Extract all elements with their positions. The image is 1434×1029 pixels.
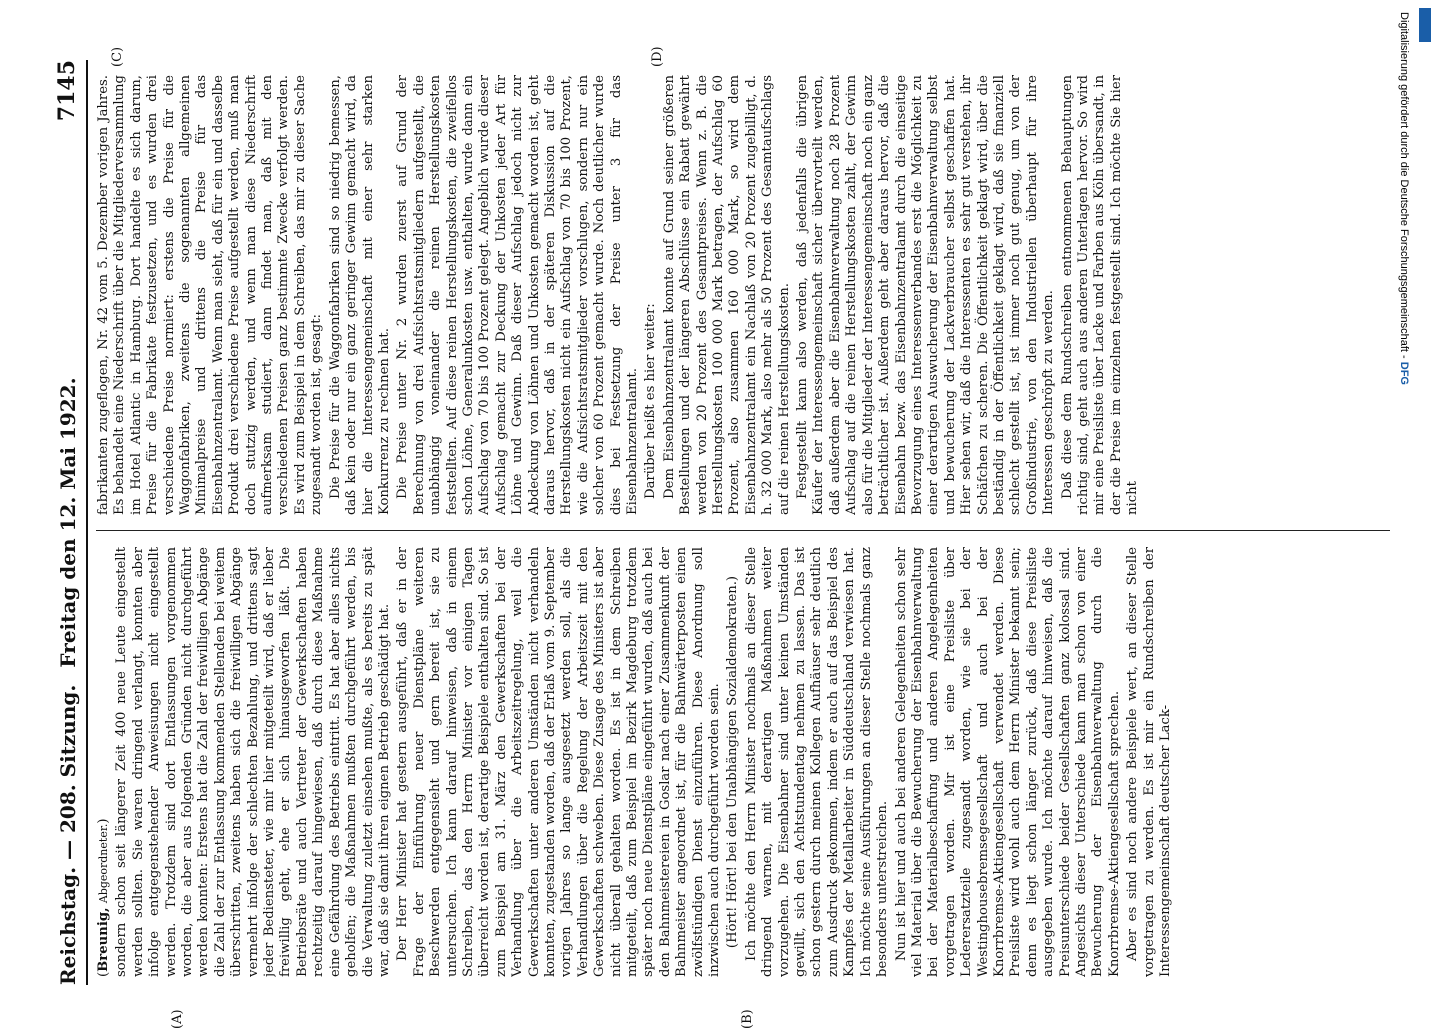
- left-paragraph: Ich möchte den Herrn Minister nochmals an dieser Stelle dringend warnen, mit derartigen Maßnahmen weiter vorzugehen. Die Eisenbahner sind unter keinen Umständen gewillt, sich den Achtstundentag nehmen zu lassen. Das ist schon gestern durch meinen Kollegen Aufhäuser sehr deutlich zum Ausdruck gekommen, indem er auch auf das Beispiel des Kampfes der Metallarbeiter in Süddeutschland verwiesen hat. Ich möchte seine Ausführungen an dieser Stelle nochmals ganz besonders unterstreichen.: [743, 547, 891, 977]
- dfg-logo-block: [1419, 8, 1431, 42]
- column-rule: [96, 530, 1390, 531]
- right-paragraph: Daß diese dem Rundschreiben entnommenen Behauptungen richtig sind, geht auch aus anderen Unterlagen hervor. So wird mir eine Preisliste über Lacke und Farben aus Köln übersandt, in der die Preise im einzelnen festgestellt sind. Ich möchte Sie hier nicht: [1059, 75, 1141, 515]
- right-paragraph: Darüber heißt es hier weiter:: [643, 303, 659, 499]
- margin-mark-a: (A): [170, 1009, 185, 1029]
- right-paragraph: Die Preise unter Nr. 2 wurden zuerst auf Grund der Berechnung von drei Aufsichtsratsmitgliedern aufgestellt, die unabhängig voneinander die reinen Herstellungskosten feststellten. Auf diese reinen Herstellungskosten, die zweifellos schon Löhne, Generalunkosten usw. enthalten, wurde dann ein Aufschlag von 70 bis 100 Prozent gelegt. Angeblich wurde dieser Aufschlag gemacht zur Deckung der Unkosten jeder Art für Löhne und Gewinn. Daß dieser Aufschlag jedoch nicht zur Abdeckung von Löhnen und Unkosten gemacht worden ist, geht daraus hervor, daß in der späteren Diskussion auf die Herstellungskosten nicht ein Aufschlag von 70 bis 100 Prozent, wie die Aufsichtsratsmitglieder vorschlugen, sondern nur ein solcher von 60 Prozent gemacht wurde. Noch deutlicher wurde dies bei Festsetzung der Preise unter 3 für das Eisenbahnzentralamt.: [395, 75, 640, 515]
- header-date: Freitag den 12. Mai 1922.: [56, 377, 80, 668]
- left-paragraph: Nun ist hier und auch bei anderen Gelegenheiten schon sehr viel Material über die Bewucherung der Eisenbahnverwaltung bei der Materialbeschaffung und anderen Angelegenheiten vorgetragen worden. Mir ist eine Preisliste über Lederersatzteile zugesandt worden, wie sie bei der Westinghousebremsegesellschaft und auch bei der Knorrbremse-Aktiengesellschaft verwendet werden. Diese Preisliste wird wohl auch dem Herrn Minister bekannt sein; denn es liegt schon länger zurück, daß diese Preisliste ausgegeben wurde. Ich möchte darauf hinweisen, daß die Preisunterschiede beider Gesellschaften ganz kolossal sind. Angesichts dieser Unterschiede kann man schon von einer Bewucherung der Eisenbahnverwaltung durch die Knorrbremse-Aktiengesellschaft sprechen.: [893, 547, 1122, 977]
- quote-paragraph: Die Preise für die Waggonfabriken sind so niedrig bemessen, daß kein oder nur ein ganz geringer Gewinn gemacht wird, da hier die Interessengemeinschaft mit einer sehr starken Konkurrenz zu rechnen hat.: [327, 75, 392, 515]
- page-number: 7145: [54, 60, 80, 122]
- left-paragraph: sondern schon seit längerer Zeit 400 neue Leute eingestellt werden sollten. Sie waren dringend verlangt, konnten aber infolge entgegenstehender Anweisungen nicht eingestellt werden. Trotzdem sind dort Entlassungen vorgenommen worden, die aber aus folgenden Gründen nicht durchgeführt werden konnten: Erstens hat die Zahl der freiwilligen Abgänge die Zahl der zur Entlassung kommenden Stellenden bei weitem überschritten, zweitens haben sich die freiwilligen Abgänge vermehrt infolge der schlechten Bezahlung, und drittens sagt jeder Bediensteter, wie mir hier mitgeteilt wird, daß er lieber freiwillig geht, ehe er sich hinausgeworfen läßt. Die Betriebsräte und auch Vertreter der Gewerkschaften haben rechtzeitig darauf hingewiesen, daß durch diese Maßnahme eine Gefährdung des Betriebs eintritt. Es hat aber alles nichts geholfen; die Maßnahmen mußten durchgeführt werden, bis die Verwaltung zuletzt einsehen mußte, als es bereits zu spät war, daß sie damit ihren eignen Betrieb geschädigt hat.: [114, 547, 392, 977]
- rotated-page: [50, 46, 1390, 1029]
- header-left: Reichstag. — 208. Sitzung.: [56, 684, 80, 985]
- speaker-name: Breunig,: [96, 907, 111, 972]
- page-header: [50, 60, 88, 985]
- right-column: [96, 75, 1390, 515]
- quote-paragraph: Dem Eisenbahnzentralamt konnte auf Grund seiner größeren Bestellungen und der längeren Abschlüsse ein Rabatt gewährt werden von 20 Prozent des Gesamtpreises. Wenn z. B. die Herstellungskosten 100 000 Mark betragen, der Aufschlag 60 Prozent, also zusammen 160 000 Mark, so wird dem Eisenbahnzentralamt ein Nachlaß von 20 Prozent zugebilligt, d. h. 32 000 Mark, also mehr als 50 Prozent des Gesamtaufschlags auf die reinen Herstellungskosten.: [661, 75, 792, 515]
- interjection: (Hört! Hört! bei den Unabhängigen Sozialdemokraten.): [725, 575, 741, 949]
- speaker-line: (Breunig, Abgeordneter.): [96, 818, 111, 977]
- right-paragraph: Festgestellt kann also werden, daß jedenfalls die übrigen Käufer der Interessengemeinschaft sicher übervorteilt werden, daß außerdem aber die Eisenbahnverwaltung noch 28 Prozent Aufschlag auf die reinen Herstellungskosten zahlt, der Gewinn also für die Mitglieder der Interessengemeinschaft noch ein ganz beträchtlicher ist. Außerdem geht aber daraus hervor, daß die Eisenbahn bezw. das Eisenbahnzentralamt durch die einseitige Bevorzugung eines Interessenverbandes erst die Möglichkeit zu einer derartigen Auswucherung der Eisenbahnverwaltung selbst und bewucherung der Lackverbraucher selbst geschaffen hat. Hier sehen wir, daß die Interessenten es sehr gut verstehen, ihr Schäfchen zu scheren. Die Öffentlichkeit geklagt wird, über die beständig in der Öffentlichkeit geklagt wird, daß sie finanziell schlecht gestellt ist, ist immer noch gut genug, um von der Großindustrie, von den Industriellen überhaupt für ihre Interessen geschröpft zu werden.: [795, 75, 1057, 515]
- speaker-role: Abgeordneter.: [97, 823, 110, 904]
- left-column: [96, 547, 1390, 977]
- left-paragraph: Aber es sind noch andere Beispiele wert, an dieser Stelle vorgetragen zu werden. Es ist mir ein Rundschreiben der Interessengemeinschaft deutscher Lack-: [1125, 547, 1173, 977]
- dfg-label: DFG: [1398, 361, 1410, 385]
- margin-mark-d: (D): [650, 46, 665, 67]
- margin-mark-c: (C): [110, 46, 125, 67]
- right-paragraph: fabrikanten zugeflogen, Nr. 42 vom 5. Dezember vorigen Jahres. Es behandelt eine Niederschrift über die Mitgliederversammlung im Hotel Atlantic in Hamburg. Dort handelte es sich darum, Preise für die Fabrikate festzusetzen, und es wurden drei verschiedene Preise normiert: erstens die Preise für die Waggonfabriken, zweitens die sogenannten allgemeinen Minimalpreise und drittens die Preise für das Eisenbahnzentralamt. Wenn man sieht, daß für ein und dasselbe Produkt drei verschiedene Preise aufgestellt werden, muß man doch stutzig werden, und wenn man diese Niederschrift aufmerksam studiert, dann findet man, daß mit den verschiedenen Preisen ganz bestimmte Zwecke verfolgt werden. Es wird zum Beispiel in dem Schreiben, das mir zu dieser Sache zugesandt worden ist, gesagt:: [96, 75, 325, 515]
- left-paragraph: Der Herr Minister hat gestern ausgeführt, daß er in der Frage der Einführung neuer Dienstpläne weiteren Beschwerden entgegensieht und gern bereit ist, sie zu untersuchen. Ich kann darauf hinweisen, daß in einem Schreiben, das den Herrn Minister vor einigen Tagen überreicht worden ist, derartige Beispiele enthalten sind. So ist zum Beispiel am 31. März den Gewerkschaften bei der Verhandlung über die Arbeitszeitregelung, weil die Gewerkschaften unter anderen Umständen nicht verhandeln konnten, zugestanden worden, daß der Erlaß vom 9. September vorigen Jahres so lange ausgesetzt werden soll, als die Verhandlungen über die Regelung der Arbeitszeit mit den Gewerkschaften schweben. Diese Zusage des Ministers ist aber nicht überall gehalten worden. Es ist in dem Schreiben mitgeteilt, daß zum Beispiel im Bezirk Magdeburg trotzdem später noch neue Dienstpläne eingeführt wurden, daß auch bei den Bahnmeistereien in Goslar nach einer Zusammenkunft der Bahnmeister angeordnet ist, für die Bahnwärterposten einen zwölfstündigen Dienst einzuführen. Diese Anordnung soll inzwischen auch durchgeführt worden sein.: [395, 547, 723, 977]
- margin-mark-b: (B): [740, 1009, 755, 1029]
- digitization-credit: [1398, 12, 1410, 972]
- credit-text: Digitalisierung gefördert durch die Deutsche Forschungsgemeinschaft -: [1398, 12, 1410, 359]
